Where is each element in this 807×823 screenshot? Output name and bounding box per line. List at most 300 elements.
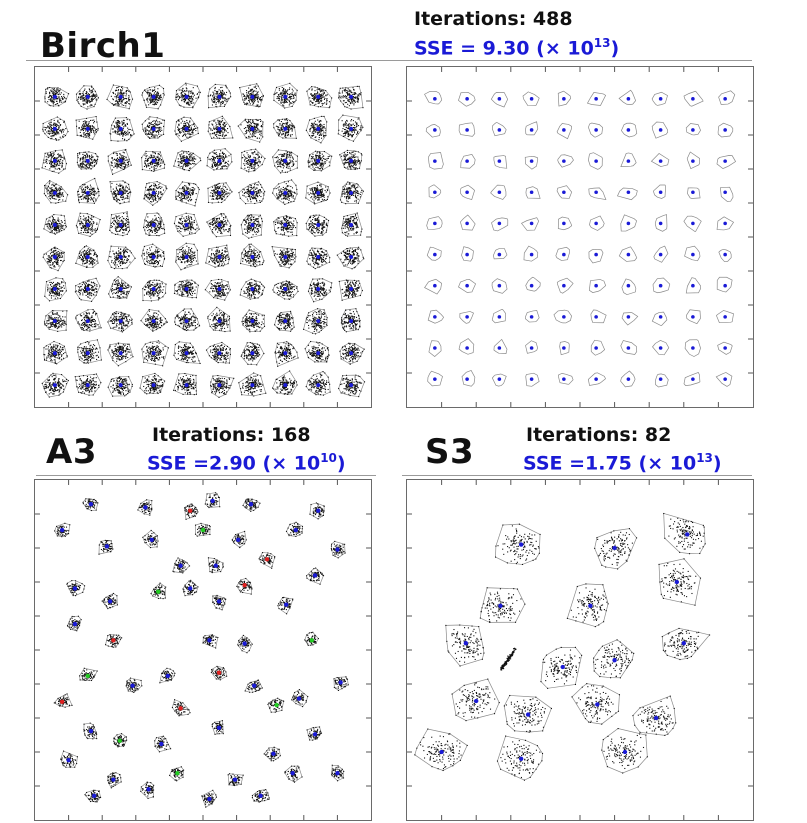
centroid: [185, 255, 189, 259]
centroid: [465, 315, 469, 319]
cluster: [540, 647, 582, 689]
centroid: [691, 253, 695, 257]
cluster: [107, 311, 132, 332]
cluster: [427, 217, 443, 230]
cluster-hull: [591, 340, 604, 355]
cluster: [42, 149, 67, 173]
centroid: [465, 253, 469, 257]
cluster: [621, 340, 637, 354]
cluster: [414, 728, 467, 771]
cluster: [77, 339, 102, 363]
centroid: [316, 127, 320, 131]
centroid: [201, 528, 205, 532]
cluster: [718, 123, 733, 137]
centroid: [86, 319, 90, 323]
centroid: [53, 223, 57, 227]
centroid: [217, 287, 221, 291]
cluster: [339, 343, 364, 365]
centroid: [338, 680, 342, 684]
cluster-points: [480, 587, 526, 623]
centroid: [691, 346, 695, 350]
cluster: [284, 766, 302, 783]
centroid: [594, 159, 598, 163]
cluster: [304, 632, 319, 646]
centroid: [627, 346, 631, 350]
centroid: [562, 253, 566, 257]
centroid: [258, 794, 262, 798]
centroid: [594, 284, 598, 288]
centroid: [152, 159, 156, 163]
cluster: [425, 91, 442, 104]
cluster: [211, 666, 227, 681]
cluster: [232, 531, 247, 548]
centroid: [530, 377, 534, 381]
centroid: [175, 771, 179, 775]
cluster: [526, 187, 540, 199]
centroid: [349, 255, 353, 259]
centroid: [465, 222, 469, 226]
cluster: [201, 790, 217, 808]
cluster: [273, 83, 297, 109]
cluster: [622, 279, 636, 295]
cluster-hull: [622, 312, 638, 325]
cluster: [110, 180, 132, 204]
centroid: [130, 683, 134, 687]
centroid: [250, 319, 254, 323]
birch1-title: Birch1: [40, 26, 165, 66]
cluster: [497, 736, 543, 781]
cluster: [594, 528, 637, 569]
centroid: [242, 583, 246, 587]
centroid: [530, 253, 534, 257]
centroid: [316, 95, 320, 99]
cluster: [653, 278, 670, 293]
cluster: [427, 247, 441, 260]
cluster-hull: [415, 729, 467, 770]
cluster-hull: [558, 373, 573, 384]
cluster: [267, 698, 284, 713]
centroid: [283, 95, 287, 99]
s3-divider: [402, 475, 752, 476]
cluster: [207, 307, 230, 332]
cluster: [588, 123, 602, 137]
cluster: [208, 557, 224, 573]
cluster: [567, 583, 609, 627]
centroid: [185, 223, 189, 227]
cluster: [558, 217, 571, 230]
cluster-hull: [425, 91, 442, 104]
centroid: [156, 589, 160, 593]
cluster: [492, 123, 506, 136]
cluster: [338, 115, 364, 142]
cluster: [173, 341, 200, 364]
centroid: [119, 255, 123, 259]
cluster-hull: [617, 188, 637, 200]
cluster: [341, 213, 362, 237]
centroid: [290, 771, 294, 775]
centroid: [627, 190, 631, 194]
centroid: [723, 128, 727, 132]
centroid: [283, 223, 287, 227]
centroid: [594, 97, 598, 101]
centroid: [283, 287, 287, 291]
centroid: [283, 319, 287, 323]
centroid: [250, 223, 254, 227]
cluster: [140, 309, 167, 332]
cluster-hull: [591, 310, 606, 323]
cluster: [175, 181, 200, 206]
cluster: [272, 179, 297, 205]
centroid: [152, 351, 156, 355]
centroid: [433, 315, 437, 319]
cluster: [44, 87, 69, 107]
centroid: [111, 777, 115, 781]
cluster: [558, 373, 573, 384]
centroid: [530, 315, 534, 319]
cluster: [461, 154, 475, 168]
cluster: [560, 342, 570, 355]
cluster: [491, 185, 506, 199]
centroid: [313, 732, 317, 736]
cluster: [651, 153, 668, 166]
centroid: [185, 287, 189, 291]
cluster: [208, 84, 232, 108]
cluster: [339, 280, 363, 301]
centroid: [530, 159, 534, 163]
s3-panel: [406, 479, 754, 821]
centroid: [119, 319, 123, 323]
cluster: [76, 213, 101, 237]
centroid: [530, 128, 534, 132]
cluster: [685, 246, 700, 261]
cluster: [238, 181, 265, 204]
centroid: [595, 702, 599, 706]
centroid: [217, 670, 221, 674]
cluster: [272, 370, 298, 394]
centroid: [119, 159, 123, 163]
cluster: [601, 728, 648, 774]
cluster: [210, 375, 234, 398]
centroid: [675, 580, 679, 584]
cluster: [142, 530, 158, 548]
a3-divider: [36, 475, 376, 476]
cluster: [109, 211, 130, 236]
cluster: [462, 247, 474, 261]
cluster: [663, 513, 706, 554]
cluster: [684, 372, 700, 385]
centroid: [530, 284, 534, 288]
cluster: [459, 339, 474, 355]
centroid: [498, 253, 502, 257]
s3-plot: [407, 480, 753, 820]
cluster: [141, 151, 165, 172]
cluster: [240, 244, 264, 268]
cluster: [526, 373, 539, 386]
cluster: [587, 92, 605, 105]
centroid: [349, 383, 353, 387]
centroid: [217, 319, 221, 323]
centroid: [433, 159, 437, 163]
cluster: [460, 215, 475, 230]
centroid: [185, 95, 189, 99]
centroid: [283, 351, 287, 355]
birch1-centroid-plot: [407, 67, 753, 407]
centroid: [185, 383, 189, 387]
cluster: [458, 279, 475, 292]
centroid: [562, 128, 566, 132]
cluster: [622, 312, 638, 325]
centroid: [73, 586, 77, 590]
centroid: [73, 622, 77, 626]
cluster: [306, 86, 332, 108]
centroid: [53, 95, 57, 99]
centroid: [271, 752, 275, 756]
centroid: [562, 190, 566, 194]
cluster: [140, 782, 154, 799]
centroid: [89, 729, 93, 733]
cluster: [206, 342, 231, 364]
centroid: [349, 287, 353, 291]
centroid: [66, 758, 70, 762]
centroid: [627, 128, 631, 132]
centroid: [310, 638, 314, 642]
centroid: [217, 599, 221, 603]
cluster: [341, 308, 361, 332]
cluster: [460, 185, 474, 199]
centroid: [498, 284, 502, 288]
centroid: [498, 315, 502, 319]
centroid: [316, 255, 320, 259]
centroid: [627, 377, 631, 381]
centroid: [283, 127, 287, 131]
centroid: [659, 128, 663, 132]
centroid: [594, 128, 598, 132]
cluster: [151, 583, 167, 600]
centroid: [530, 346, 534, 350]
centroid: [594, 315, 598, 319]
centroid: [250, 255, 254, 259]
cluster: [652, 92, 667, 105]
cluster: [108, 276, 132, 299]
centroid: [659, 159, 663, 163]
centroid: [594, 346, 598, 350]
centroid: [316, 159, 320, 163]
cluster: [428, 310, 443, 323]
cluster: [305, 341, 330, 363]
centroid: [86, 223, 90, 227]
centroid: [119, 383, 123, 387]
cluster: [66, 580, 85, 596]
cluster: [493, 249, 507, 259]
cluster: [105, 634, 122, 648]
cluster: [617, 188, 637, 200]
cluster: [654, 246, 668, 262]
centroid: [316, 223, 320, 227]
cluster-hull: [664, 513, 705, 553]
centroid: [53, 383, 57, 387]
cluster-hull: [659, 559, 700, 605]
cluster: [240, 279, 265, 300]
centroid: [316, 287, 320, 291]
centroid: [119, 287, 123, 291]
cluster: [208, 116, 234, 139]
cluster: [110, 117, 135, 142]
centroid: [217, 255, 221, 259]
centroid: [185, 127, 189, 131]
cluster: [83, 723, 97, 740]
centroid: [108, 599, 112, 603]
centroid: [498, 604, 502, 608]
centroid: [465, 97, 469, 101]
centroid: [86, 383, 90, 387]
centroid: [53, 319, 57, 323]
cluster: [245, 680, 263, 693]
centroid: [562, 377, 566, 381]
cluster: [686, 310, 700, 324]
axis-ticks: [407, 67, 753, 407]
centroid: [465, 346, 469, 350]
cluster: [716, 372, 732, 386]
cluster: [142, 85, 165, 110]
cluster-hull: [567, 584, 608, 627]
cluster: [308, 151, 333, 172]
cluster: [79, 668, 98, 681]
dense-streak: [500, 648, 516, 671]
centroid: [659, 346, 663, 350]
centroid: [349, 127, 353, 131]
cluster: [141, 340, 169, 366]
centroid: [433, 284, 437, 288]
cluster-points: [43, 247, 65, 272]
cluster-points: [495, 524, 541, 565]
centroid: [691, 315, 695, 319]
centroid: [349, 351, 353, 355]
cluster: [277, 597, 293, 614]
a3-plot: [35, 480, 371, 820]
centroid: [233, 777, 237, 781]
cluster: [243, 498, 261, 511]
centroid: [659, 253, 663, 257]
centroid: [474, 699, 478, 703]
centroid: [252, 683, 256, 687]
centroid: [152, 255, 156, 259]
centroid: [623, 750, 627, 754]
centroid: [723, 159, 727, 163]
cluster: [108, 149, 132, 175]
cluster: [83, 498, 99, 511]
cluster: [239, 83, 264, 107]
centroid: [349, 223, 353, 227]
cluster: [429, 341, 441, 357]
centroid: [89, 502, 93, 506]
cluster: [619, 247, 636, 262]
birch1-data-panel: [34, 66, 372, 408]
cluster: [238, 372, 266, 396]
cluster: [658, 558, 701, 605]
cluster: [452, 679, 500, 722]
cluster: [524, 246, 538, 261]
cluster: [77, 151, 99, 169]
cluster: [556, 247, 570, 260]
centroid: [498, 190, 502, 194]
cluster: [274, 311, 295, 332]
cluster: [212, 595, 226, 610]
cluster: [588, 153, 602, 170]
cluster: [54, 523, 70, 537]
centroid: [691, 190, 695, 194]
cluster: [275, 341, 299, 367]
centroid: [498, 377, 502, 381]
cluster: [44, 310, 67, 332]
centroid: [249, 502, 253, 506]
centroid: [685, 532, 689, 536]
cluster: [137, 499, 152, 515]
centroid: [250, 127, 254, 131]
cluster: [241, 342, 265, 365]
cluster: [492, 218, 508, 231]
cluster: [286, 522, 303, 537]
cluster: [557, 123, 572, 138]
cluster: [206, 213, 231, 237]
centroid: [562, 159, 566, 163]
cluster: [716, 310, 733, 322]
cluster: [655, 215, 667, 232]
centroid: [316, 191, 320, 195]
centroid: [152, 383, 156, 387]
centroid: [92, 794, 96, 798]
cluster: [272, 246, 297, 268]
cluster: [557, 278, 573, 293]
centroid: [146, 787, 150, 791]
cluster: [272, 149, 298, 173]
cluster: [42, 373, 69, 398]
cluster: [154, 736, 171, 753]
centroid: [465, 377, 469, 381]
cluster: [159, 668, 175, 684]
cluster-hull: [480, 588, 525, 623]
centroid: [250, 95, 254, 99]
cluster-hull: [719, 91, 735, 105]
centroid: [433, 346, 437, 350]
cluster: [306, 568, 324, 585]
centroid: [217, 351, 221, 355]
cluster-points: [662, 628, 710, 660]
centroid: [250, 191, 254, 195]
centroid: [86, 351, 90, 355]
centroid: [627, 159, 631, 163]
cluster: [106, 84, 133, 109]
centroid: [349, 191, 353, 195]
centroid: [530, 97, 534, 101]
cluster: [172, 557, 190, 573]
centroid: [562, 346, 566, 350]
centroid: [691, 128, 695, 132]
centroid: [723, 346, 727, 350]
centroid: [465, 284, 469, 288]
centroid: [433, 222, 437, 226]
cluster: [652, 312, 667, 325]
centroid: [53, 255, 57, 259]
cluster: [174, 213, 200, 237]
centroid: [283, 255, 287, 259]
centroid: [465, 190, 469, 194]
cluster: [495, 524, 541, 565]
centroid: [723, 284, 727, 288]
cluster-points: [632, 696, 676, 736]
cluster: [621, 371, 635, 387]
centroid: [723, 315, 727, 319]
centroid: [349, 159, 353, 163]
